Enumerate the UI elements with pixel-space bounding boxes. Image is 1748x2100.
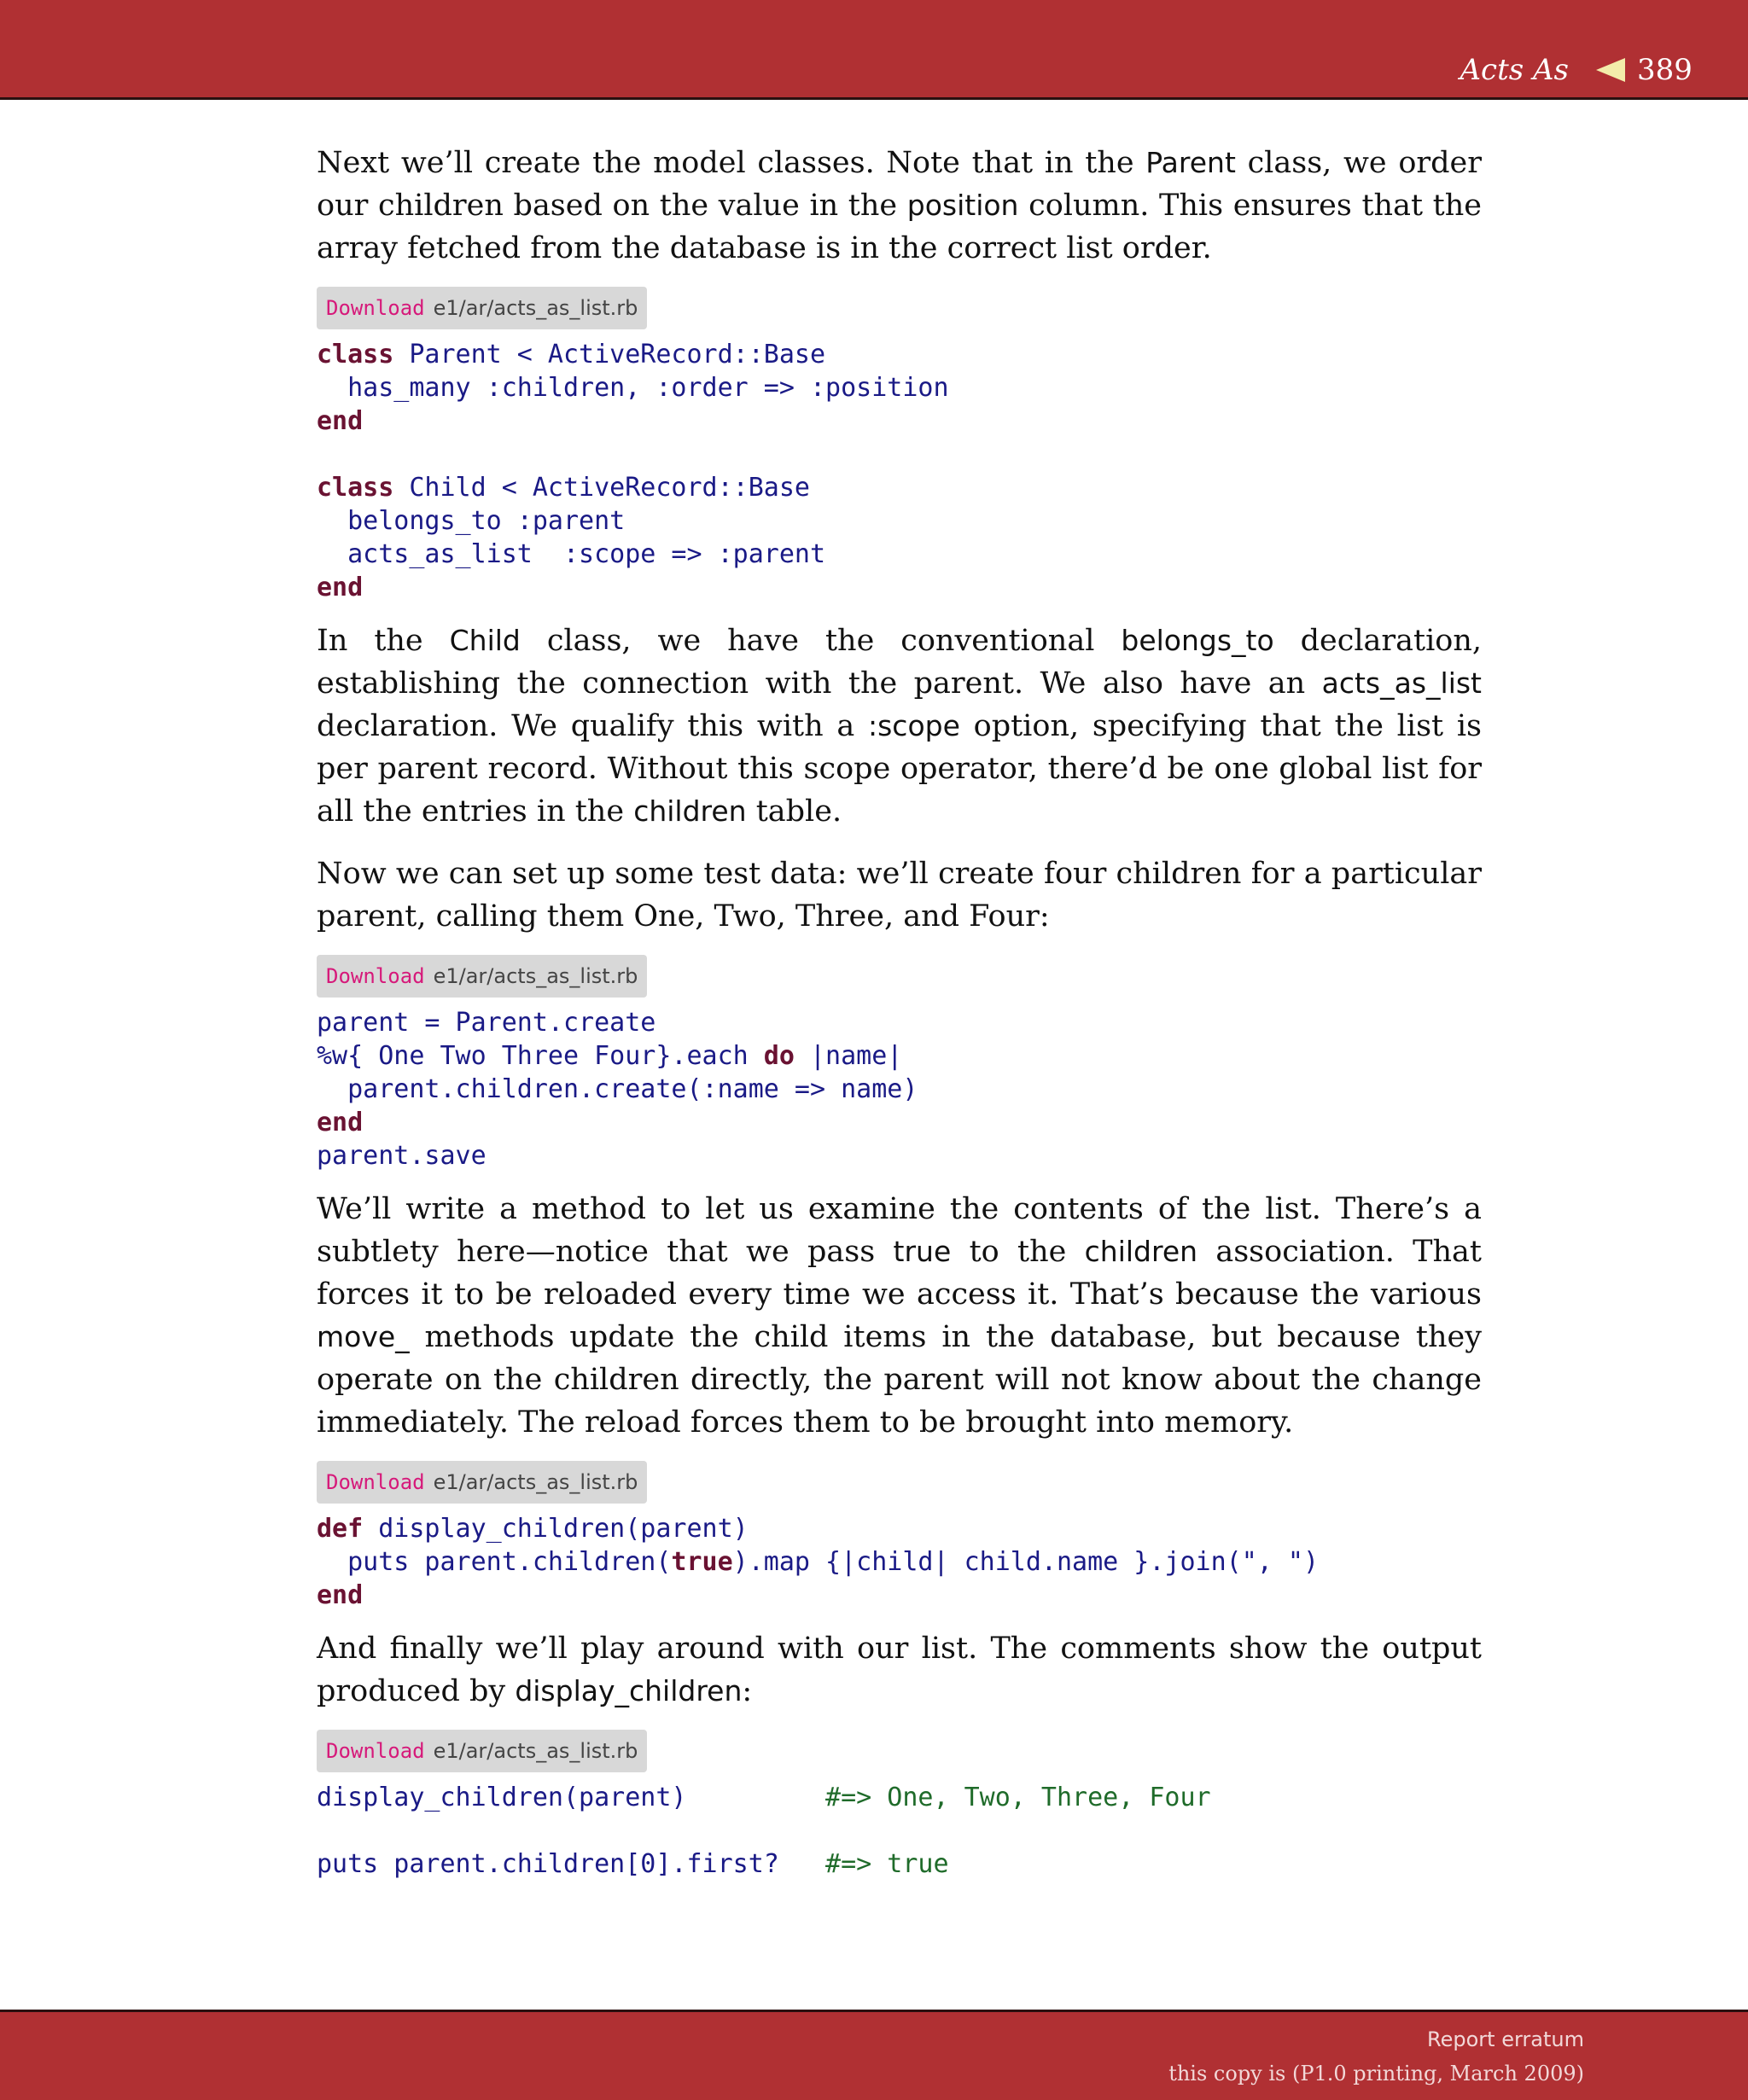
download-label: Download (326, 1739, 425, 1763)
previous-page-icon[interactable] (1596, 58, 1625, 82)
download-label: Download (326, 296, 425, 320)
footer-band (0, 2010, 1748, 2100)
download-link[interactable] (317, 287, 647, 329)
paragraph-1: Next we’ll create the model classes. Note that in the Parent class, we order our children based on the value in the position column. This ensures that the array fetched from the database is in the correct list order. (317, 146, 1482, 265)
download-path: e1/ar/acts_as_list.rb (433, 296, 638, 320)
download-link[interactable] (317, 955, 647, 998)
code-block-display-method: def display_children(parent) puts parent.children(true).map {|child| child.name }.join(", ") end (317, 1514, 1320, 1610)
page-number: 389 (1637, 53, 1693, 87)
code-block-output: display_children(parent) #=> One, Two, Three, Four puts parent.children[0].first? #=> true (317, 1783, 1211, 1879)
page-content (317, 142, 1482, 1881)
download-path: e1/ar/acts_as_list.rb (433, 1470, 638, 1494)
report-erratum-link[interactable]: Report erratum (1427, 2027, 1584, 2051)
download-label: Download (326, 1470, 425, 1494)
header-band (0, 0, 1748, 100)
code-block-test-data: parent = Parent.create %w{ One Two Three Four}.each do |name| parent.children.create(:name => name) end parent.save (317, 1008, 918, 1171)
download-link[interactable] (317, 1461, 647, 1504)
download-label: Download (326, 964, 425, 988)
download-path: e1/ar/acts_as_list.rb (433, 964, 638, 988)
download-link[interactable] (317, 1730, 647, 1772)
paragraph-3: Now we can set up some test data: we’ll create four children for a particular parent, calling them One, Two, Three, and Four: (317, 857, 1482, 934)
paragraph-2: In the Child class, we have the conventional belongs_to declaration, establishing the connection with the parent. We also have an acts_as_list declaration. We qualify this with a :scope option, specifying that the list is per parent record. Without this scope operator, there’d be one global list for all the entries in the children table. (317, 624, 1483, 829)
copy-notice: this copy is (P1.0 printing, March 2009) (1168, 2062, 1584, 2085)
paragraph-4: We’ll write a method to let us examine the contents of the list. There’s a subtlety here—notice that we pass true to the children association. That forces it to be reloaded every time we access it. That’s because the various move_ methods update the child items in the database, but because they operate on the children directly, the parent will not know about the change immediately. The reload forces them to be brought into memory. (317, 1192, 1482, 1440)
download-path: e1/ar/acts_as_list.rb (433, 1739, 638, 1763)
section-title: Acts As (1460, 53, 1569, 87)
code-block-models: class Parent < ActiveRecord::Base has_many :children, :order => :position end class Child < ActiveRecord::Base belongs_to :parent acts_as_list :scope => :parent end (317, 340, 949, 602)
paragraph-5: And finally we’ll play around with our list. The comments show the output produced by display_children: (317, 1632, 1482, 1708)
